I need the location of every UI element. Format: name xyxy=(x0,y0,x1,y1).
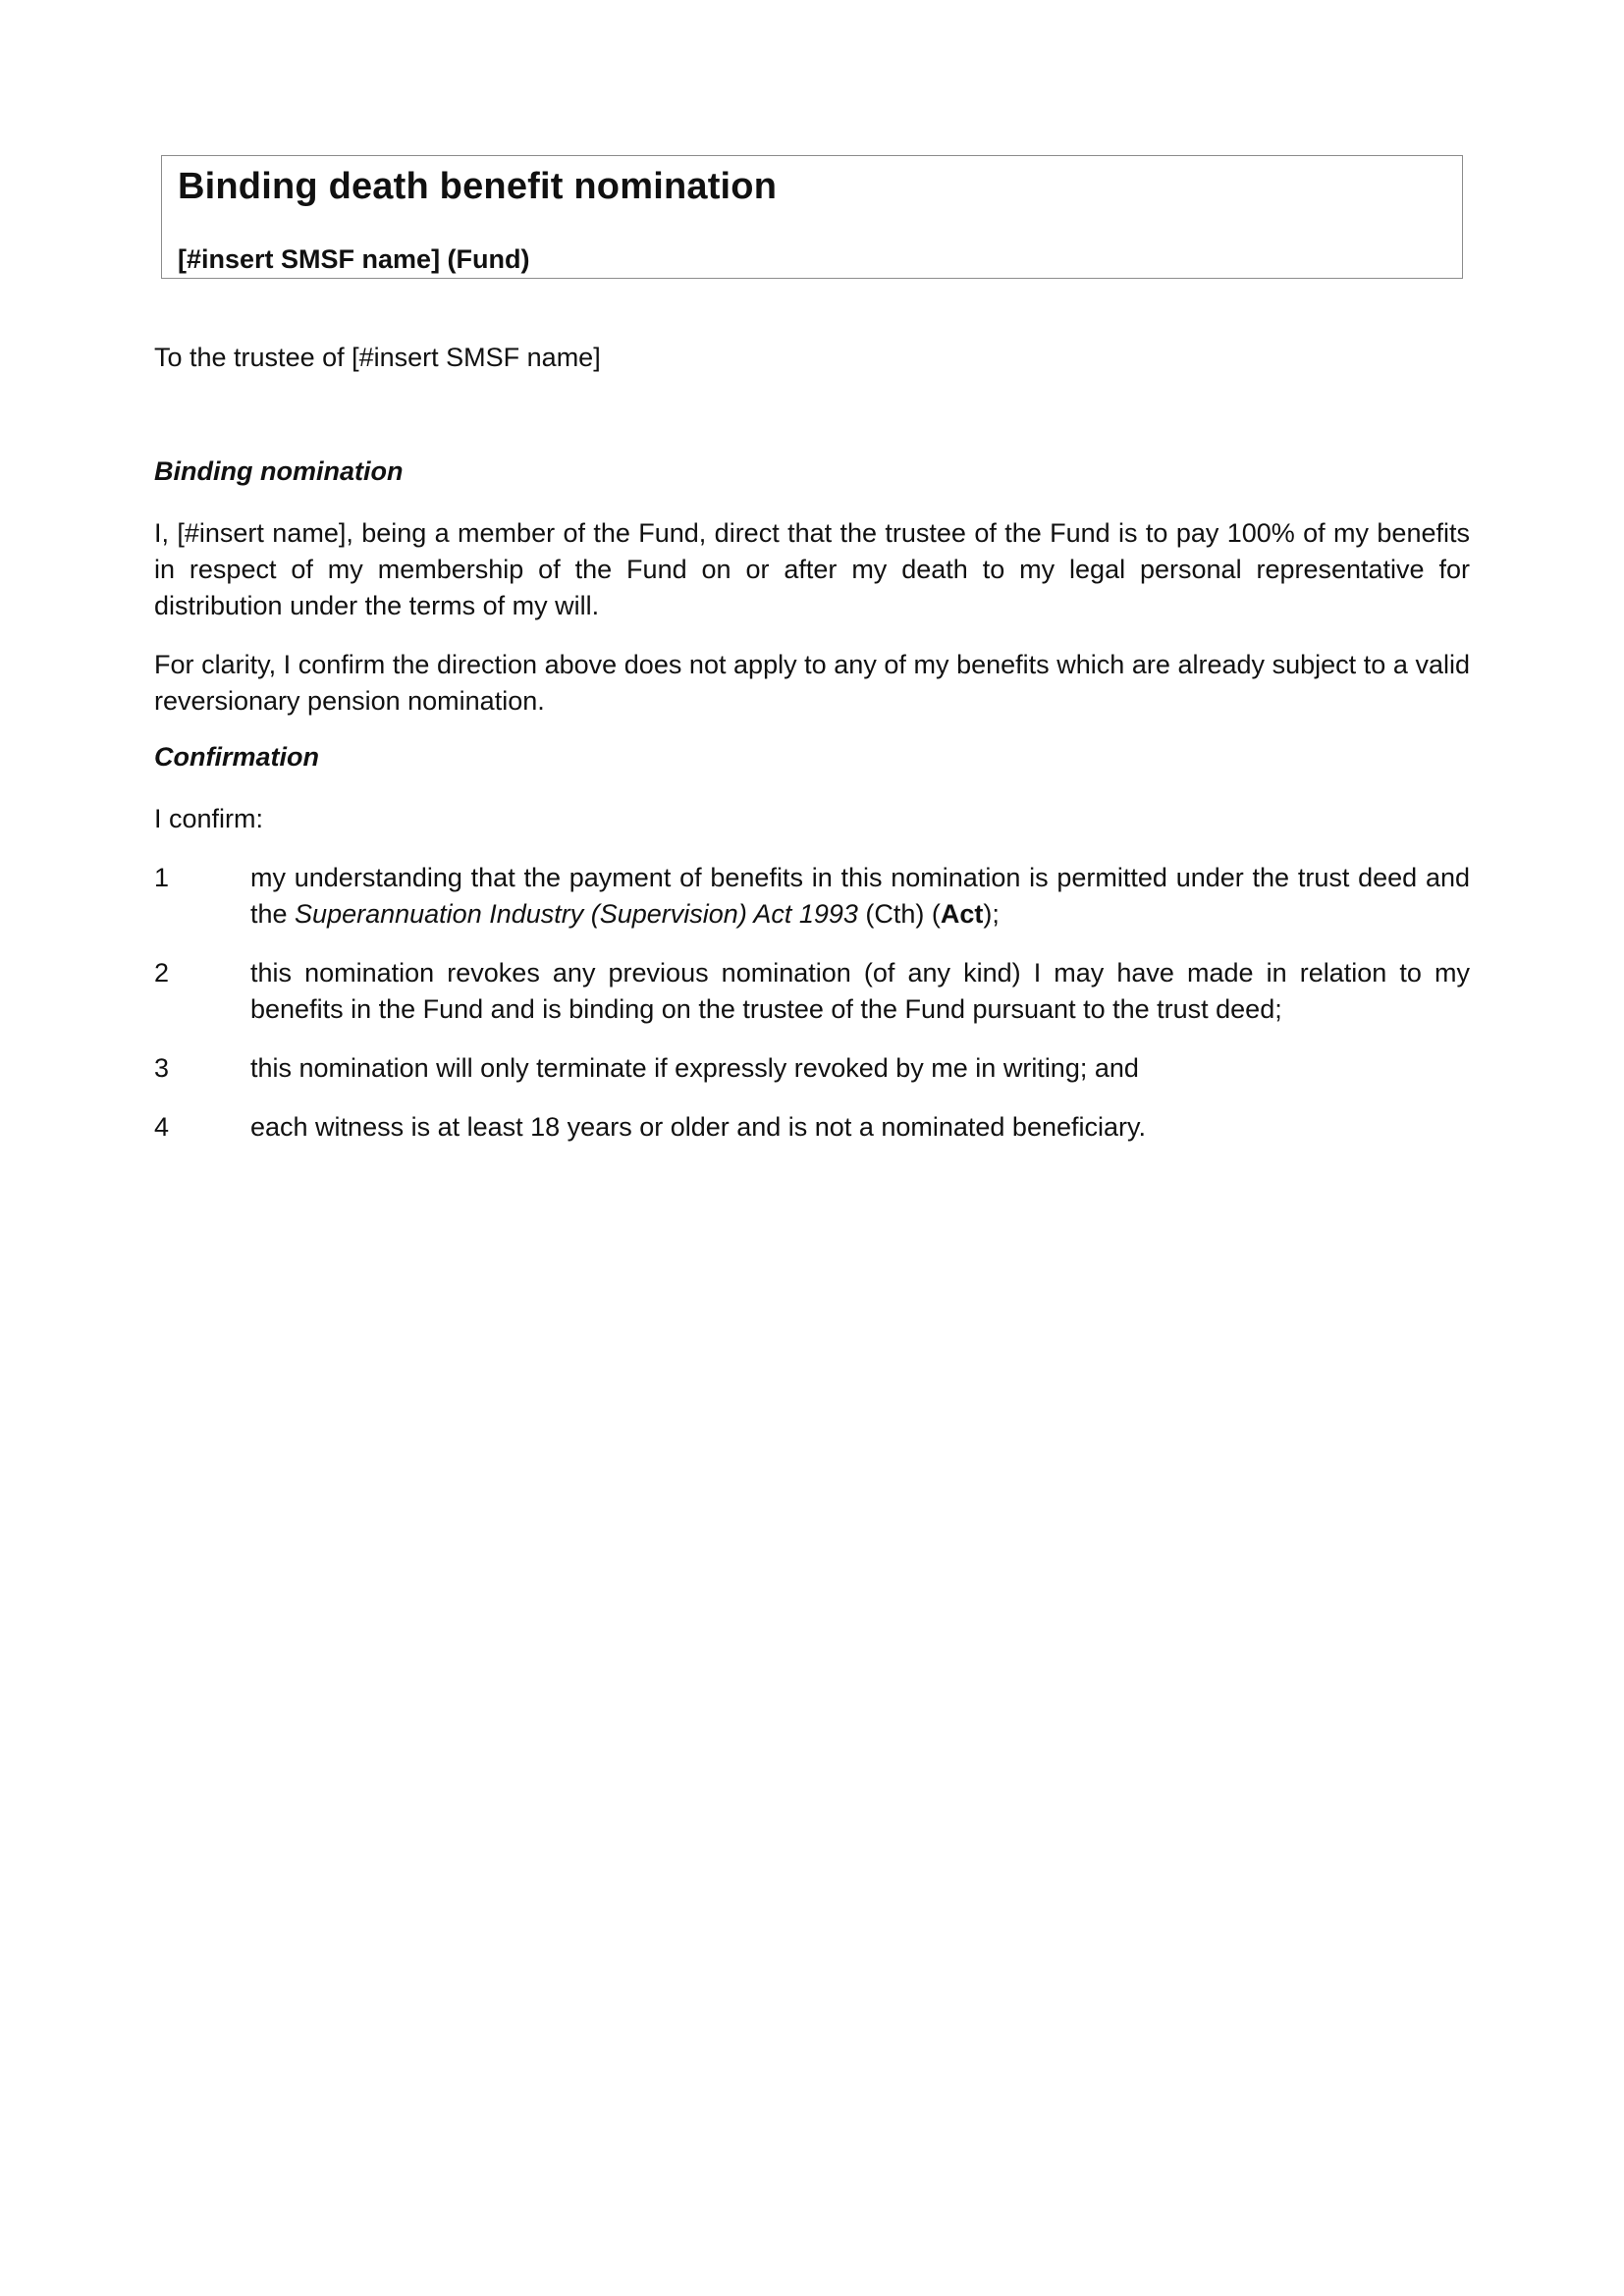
addressee-line: To the trustee of [#insert SMSF name] xyxy=(154,343,601,372)
list-item xyxy=(154,860,1470,933)
defined-term: Act xyxy=(940,899,984,929)
confirmation-heading: Confirmation xyxy=(154,742,319,772)
list-item xyxy=(154,1109,1470,1146)
fund-name-subtitle: [#insert SMSF name] (Fund) xyxy=(178,244,530,274)
list-item xyxy=(154,1050,1470,1087)
list-item-number: 1 xyxy=(154,863,170,892)
list-item-text: this nomination will only terminate if expressly revoked by me in writing; and xyxy=(250,1053,1139,1083)
binding-nomination-paragraph: I, [#insert name], being a member of the Fund, direct that the trustee of the Fund is to pay 100% of my benefits in respect of my membership of the Fund on or after my death to my legal personal representative for distribution under the terms of my will. xyxy=(154,518,1470,620)
act-name: Superannuation Industry (Supervision) Act 1993 xyxy=(295,899,858,929)
list-item-text-part: my understanding that the payment of benefits in this nomination is permitted under the trust deed and the xyxy=(250,863,1470,929)
list-item-text: this nomination revokes any previous nomination (of any kind) I may have made in relation to my benefits in the Fund and is binding on the trustee of the Fund pursuant to the trust deed; xyxy=(250,958,1470,1024)
list-item-text-part: ); xyxy=(983,899,1000,929)
list-item xyxy=(154,955,1470,1028)
list-item-text-part: (Cth) ( xyxy=(857,899,941,929)
list-item-text: each witness is at least 18 years or older and is not a nominated beneficiary. xyxy=(250,1112,1147,1142)
list-item-number: 2 xyxy=(154,958,170,988)
list-item-number: 4 xyxy=(154,1112,170,1142)
clarity-paragraph: For clarity, I confirm the direction above does not apply to any of my benefits which are already subject to a valid reversionary pension nomination. xyxy=(154,650,1470,716)
binding-nomination-heading: Binding nomination xyxy=(154,456,404,486)
document-title: Binding death benefit nomination xyxy=(178,166,778,207)
confirmation-intro: I confirm: xyxy=(154,804,264,833)
title-box xyxy=(161,155,1463,279)
list-item-text xyxy=(250,860,1470,933)
list-item-number: 3 xyxy=(154,1053,170,1083)
